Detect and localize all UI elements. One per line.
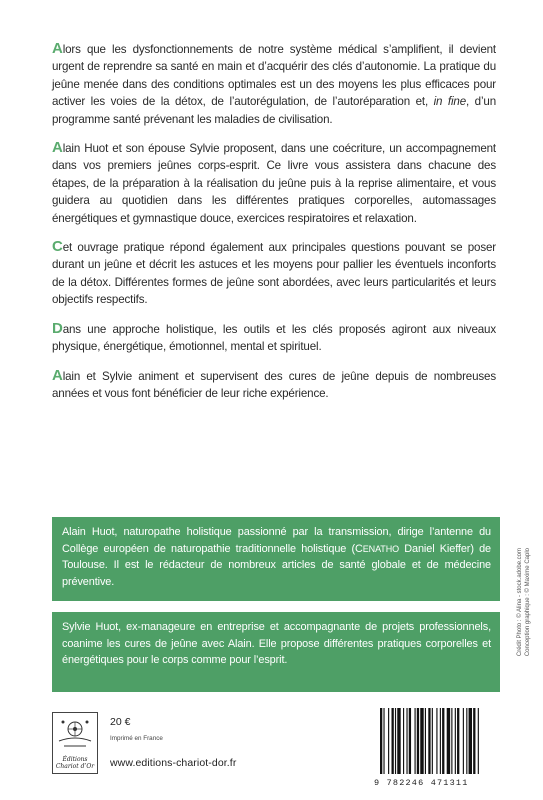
paragraph-1 (52, 40, 496, 128)
barcode (374, 706, 504, 796)
barcode-bar (397, 708, 400, 774)
paragraph-4 (52, 320, 496, 356)
barcode-bar (380, 708, 382, 774)
barcode-bar (440, 708, 441, 774)
photo-credits (516, 548, 536, 798)
barcode-bar (442, 708, 444, 774)
barcode-bar (415, 708, 416, 774)
barcode-bar (425, 708, 426, 774)
printed-in: Imprimé en France (110, 735, 163, 742)
barcode-bars (374, 706, 504, 778)
barcode-bar (469, 708, 472, 774)
barcode-bar (451, 708, 452, 774)
paragraph-text: lain et Sylvie animent et supervisent des cures de jeûne depuis de nombreuses années et vous font bénéficier de leur riche expérience. (52, 369, 496, 400)
barcode-bar (466, 708, 467, 774)
dropcap: C (52, 238, 63, 256)
barcode-bar (409, 708, 411, 774)
dropcap: A (52, 40, 63, 57)
price: 20 € (110, 716, 131, 728)
publisher-website[interactable]: www.editions-chariot-dor.fr (110, 757, 237, 769)
barcode-bar (436, 708, 437, 774)
dropcap: A (52, 139, 63, 157)
barcode-bar (432, 708, 433, 774)
barcode-bar (463, 708, 464, 774)
barcode-bar (420, 708, 423, 774)
author-bio-alain: Alain Huot, naturopathe holistique passionné par la transmission, dirige l’antenne du Collège européen de naturopathie traditionnelle holistique (CENATHO Daniel Kieffer) de Toulouse. Il est le rédacteur de nombreux articles de santé globale et de médecine préventive. (52, 517, 500, 601)
author-bio-sylvie: Sylvie Huot, ex-manageure en entreprise et accompagnante de projets professionnels, coanime les cures de jeûne avec Alain. Elle propose différentes pratiques corporelles et énergétiques pour le corps comme pour l’esprit. (52, 612, 500, 692)
barcode-bar (457, 708, 459, 774)
barcode-bar (395, 708, 396, 774)
dropcap: A (52, 366, 63, 384)
barcode-bar (473, 708, 475, 774)
logo-text (56, 757, 94, 770)
barcode-bar (428, 708, 430, 774)
dropcap: D (52, 319, 63, 337)
barcode-bar (403, 708, 404, 774)
paragraph-text: lain Huot et son épouse Sylvie proposent, dans une coécriture, un accompagnement dans vos premiers jeûnes corps-esprit. Ce livre vous assistera dans chacune des étapes, de la préparation à la réalisation du jeûne puis à la reprise alimentaire, et vous guidera au quotidien dans les différentes pratiques corporelles, automassages énergétiques et gymnastique douce, exercices respiratoires et relaxation. (52, 142, 496, 225)
logo-text-line-1: Éditions (62, 756, 88, 763)
publisher-logo (52, 712, 98, 774)
barcode-bar (417, 708, 419, 774)
paragraph-3 (52, 238, 496, 309)
barcode-bar (478, 708, 479, 774)
paragraph-text: lors que les dysfonctionnements de notre système médical s’amplifient, il devient urgent de reprendre sa santé en main et d’acquérir des clés d’autonomie. La pratique du jeûne menée dans des conditions optimales est un des moyens les plus efficaces pour activer les voies de la détox, de l’autorégulation, de l’autoréparation et, in fine, d’un programme santé prévenant les maladies de civilisation. (52, 43, 497, 126)
barcode-bar (406, 708, 407, 774)
logo-text-line-2: Chariot d’Or (55, 762, 95, 770)
paragraph-text: ans une approche holistique, les outils et les clés proposés agiront aux niveaux physique, énergétique, émotionnel, mental et spirituel. (52, 322, 496, 354)
credit-photo: Crédit Photo : © Alina - stock.adobe.com (517, 548, 523, 657)
barcode-bar (455, 708, 456, 774)
barcode-number: 9 782246 471311 (374, 778, 469, 788)
barcode-bar (388, 708, 389, 774)
barcode-bar (447, 708, 450, 774)
paragraph-text: et ouvrage pratique répond également aux principales questions pouvant se poser durant un jeûne et décrit les astuces et les moyens pour pallier les éventuels inconforts de la détox. Différentes formes de jeûne sont abordées, avec leurs particularités et leurs objectifs respectifs. (52, 241, 496, 307)
paragraph-5 (52, 367, 496, 403)
barcode-bar (383, 708, 384, 774)
paragraph-2 (52, 139, 496, 227)
back-cover-text (52, 40, 496, 413)
credit-design: Conception graphique : © Maxime Caplo (525, 548, 531, 657)
barcode-bar (392, 708, 394, 774)
chariot-icon (56, 717, 94, 751)
